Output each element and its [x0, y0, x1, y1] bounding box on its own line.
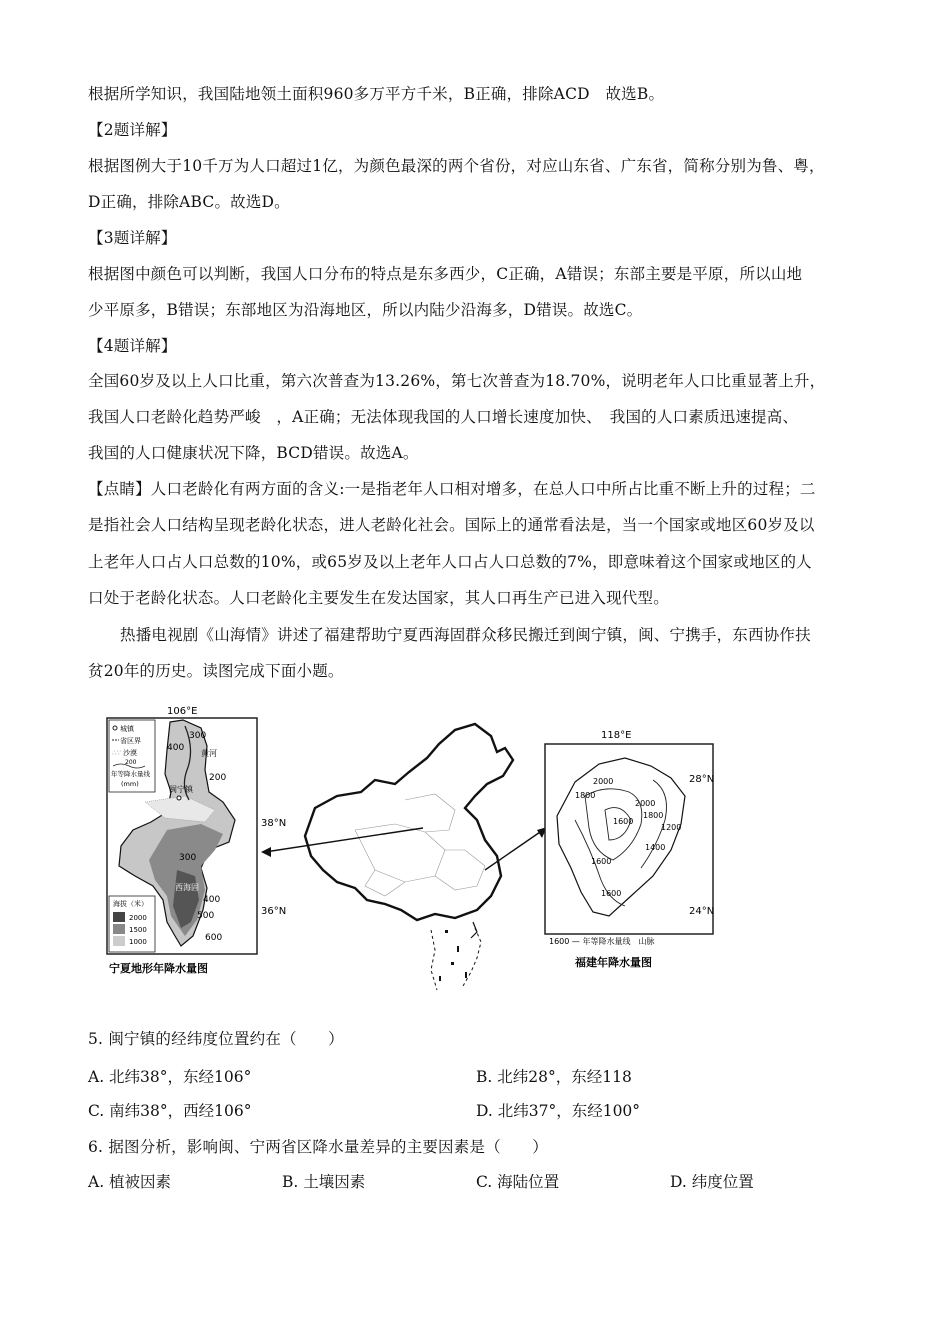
legend-isohyet-num: 200	[125, 759, 137, 766]
paragraph-1: 根据所学知识，我国陆地领土面积960多万平方千米，B正确，排除ACD 故选B。	[88, 85, 665, 103]
svg-text:∴∵: ∴∵	[112, 749, 121, 757]
fj-iso-7: 1200	[661, 823, 682, 832]
paragraph-tip-1: 【点睛】人口老龄化有两方面的含义:一是指老年人口相对增多，在总人口中所占比重不断上升的过程；二	[88, 480, 816, 498]
q6-stem: 6. 据图分析，影响闽、宁两省区降水量差异的主要因素是（ ）	[88, 1138, 548, 1156]
q5-stem: 5. 闽宁镇的经纬度位置约在（ ）	[88, 1030, 344, 1048]
haiyuan-label: 西海固	[175, 883, 199, 892]
fj-iso-2: 1800	[643, 811, 664, 820]
fj-legend: 1600 — 年等降水量线 山脉	[549, 937, 655, 946]
right-map-title: 福建年降水量图	[575, 956, 652, 969]
ningxia-map	[107, 706, 286, 975]
ningxia-lon-label: 106°E	[167, 706, 198, 717]
q6-option-c[interactable]: C. 海陆位置	[476, 1173, 560, 1191]
town-label: 闽宁镇	[169, 785, 193, 794]
maps-svg	[105, 700, 725, 1000]
legend-unit: (mm)	[121, 780, 139, 788]
paragraph-tip-2: 是指社会人口结构呈现老龄化状态，进人老龄化社会。国际上的通常看法是，当一个国家或地区60岁及以	[88, 516, 815, 534]
maps-figure	[105, 700, 725, 1000]
nx-iso-6: 500	[197, 911, 215, 921]
paragraph-intro-1: 热播电视剧《山海情》讲述了福建帮助宁夏西海固群众移民搬迁到闽宁镇，闽、宁携手，东西协作扶	[120, 626, 811, 644]
fj-iso-3: 2000	[593, 777, 614, 786]
nx-iso-1: 300	[189, 731, 207, 741]
fujian-map	[545, 730, 714, 969]
heading-q2: 【2题详解】	[88, 121, 177, 139]
paragraph-q2-2: D正确，排除ABC。故选D。	[88, 193, 290, 211]
legend-desert: 沙漠	[123, 749, 137, 757]
fj-iso-9: 1600	[601, 889, 622, 898]
q6-option-d[interactable]: D. 纬度位置	[670, 1173, 754, 1191]
china-map	[261, 724, 547, 990]
fj-iso-4: 1800	[575, 791, 596, 800]
china-outline	[305, 724, 513, 920]
q5-option-d[interactable]: D. 北纬37°，东经100°	[476, 1102, 641, 1120]
ningxia-lat1-label: 38°N	[261, 818, 287, 829]
q6-option-b[interactable]: B. 土壤因素	[282, 1173, 366, 1191]
elev-3: 1000	[129, 938, 147, 946]
legend-town: 城镇	[120, 725, 134, 733]
nx-iso-3: 200	[209, 773, 227, 783]
nx-iso-5: 400	[203, 895, 221, 905]
fujian-lon-label: 118°E	[601, 730, 632, 741]
fj-iso-8: 1600	[591, 857, 612, 866]
paragraph-q4-3: 我国的人口健康状况下降，BCD错误。故选A。	[88, 444, 419, 462]
paragraph-q4-2: 我国人口老龄化趋势严峻 ，A正确；无法体现我国的人口增长速度加快、 我国的人口素质迅速提高、	[88, 408, 799, 426]
paragraph-tip-4: 口处于老龄化状态。人口老龄化主要发生在发达国家，其人口再生产已进入现代型。	[88, 589, 669, 607]
heading-q3: 【3题详解】	[88, 229, 177, 247]
legend-isohyet: 年等降水量线	[111, 770, 150, 778]
ningxia-lat2-label: 36°N	[261, 906, 287, 917]
nx-iso-7: 600	[205, 933, 223, 943]
minning-town-marker	[177, 796, 181, 800]
nx-iso-2: 400	[167, 743, 185, 753]
elev-title: 海拔（米）	[113, 900, 148, 908]
fujian-lat2-label: 24°N	[689, 906, 715, 917]
fujian-lat1-label: 28°N	[689, 774, 715, 785]
q5-option-b[interactable]: B. 北纬28°，东经118	[476, 1068, 632, 1086]
elev-1: 2000	[129, 914, 147, 922]
legend-border: 省区界	[120, 737, 141, 745]
elev-2: 1500	[129, 926, 147, 934]
paragraph-tip-3: 上老年人口占人口总数的10%，或65岁及以上老年人口占人口总数的7%，即意味着这个国家或地区的人	[88, 553, 812, 571]
fj-iso-5: 1600	[613, 817, 634, 826]
paragraph-intro-2: 贫20年的历史。读图完成下面小题。	[88, 662, 344, 680]
q5-option-a[interactable]: A. 北纬38°，东经106°	[88, 1068, 252, 1086]
paragraph-q2-1: 根据图例大于10千万为人口超过1亿，为颜色最深的两个省份，对应山东省、广东省，简称分别为鲁、粤，	[88, 157, 825, 175]
paragraph-q4-1: 全国60岁及以上人口比重，第六次普查为13.26%，第七次普查为18.70%，说明老年人口比重显著上升，	[88, 372, 826, 390]
nx-iso-4: 300	[179, 853, 197, 863]
left-map-title: 宁夏地形年降水量图	[109, 962, 208, 975]
paragraph-q3-1: 根据图中颜色可以判断，我国人口分布的特点是东多西少，C正确，A错误；东部主要是平原，所以山地	[88, 265, 803, 283]
river-label: 黄河	[201, 749, 217, 758]
q6-option-a[interactable]: A. 植被因素	[88, 1173, 172, 1191]
fj-iso-6: 1400	[645, 843, 666, 852]
q5-option-c[interactable]: C. 南纬38°，西经106°	[88, 1102, 252, 1120]
heading-q4: 【4题详解】	[88, 337, 177, 355]
fj-iso-1: 2000	[635, 799, 656, 808]
paragraph-q3-2: 少平原多，B错误；东部地区为沿海地区，所以内陆少沿海多，D错误。故选C。	[88, 301, 643, 319]
